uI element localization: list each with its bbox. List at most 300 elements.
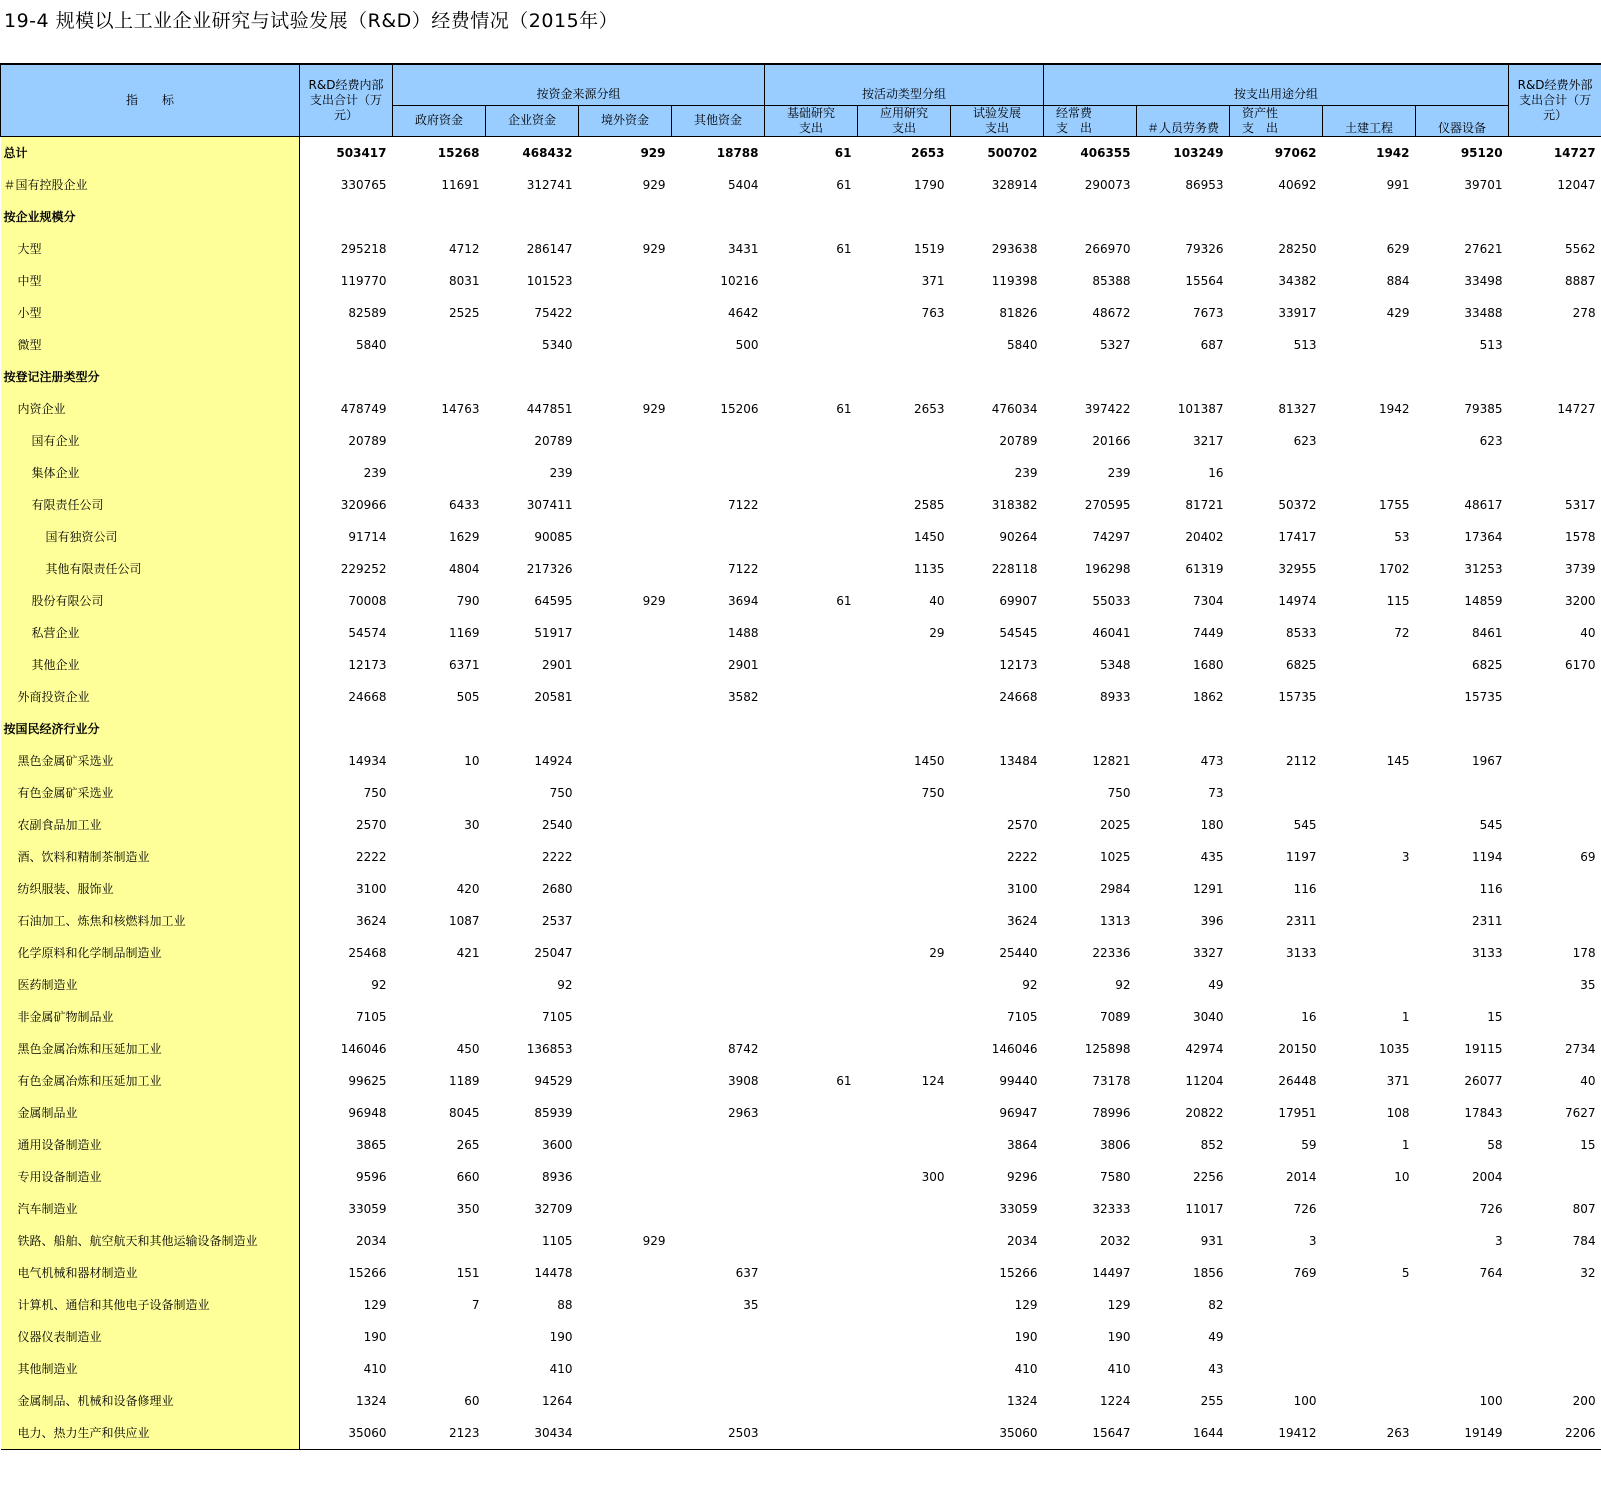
table-cell	[1323, 777, 1416, 809]
table-cell: 22336	[1092, 945, 1131, 960]
table-cell: 32709	[534, 1201, 573, 1216]
table-cell: 1105	[541, 1233, 573, 1248]
table-cell: 10	[1394, 1169, 1410, 1184]
table-cell: 2653	[911, 145, 945, 160]
table-cell	[300, 713, 393, 745]
table-cell: 46041	[1092, 625, 1131, 640]
header-basic-research: 基础研究支出	[765, 105, 858, 136]
table-cell: 929	[642, 177, 666, 192]
table-cell: 239	[1014, 465, 1038, 480]
table-cell: 90085	[534, 529, 573, 544]
table-cell: 1702	[1378, 561, 1410, 576]
table-cell	[393, 329, 486, 361]
table-cell: 86953	[1185, 177, 1224, 192]
table-cell	[579, 841, 672, 873]
table-cell: 1450	[913, 529, 945, 544]
table-cell	[393, 1001, 486, 1033]
row-label: 国有企业	[1, 425, 300, 457]
table-cell	[579, 649, 672, 681]
table-cell: 5840	[355, 337, 387, 352]
table-cell	[1509, 1289, 1601, 1321]
table-cell: 19412	[1230, 1417, 1323, 1450]
row-label: 私营企业	[1, 617, 300, 649]
table-cell: 200	[1572, 1393, 1596, 1408]
table-cell: 9296	[1006, 1169, 1038, 1184]
table-cell	[858, 457, 951, 489]
table-cell	[393, 1321, 486, 1353]
table-cell: 239	[363, 465, 387, 480]
table-cell	[1323, 1353, 1416, 1385]
table-cell: 330765	[340, 177, 387, 192]
table-cell: 7105	[355, 1009, 387, 1024]
table-cell: 1680	[1192, 657, 1224, 672]
table-cell	[765, 329, 858, 361]
table-cell	[765, 841, 858, 873]
table-cell: 15564	[1185, 273, 1224, 288]
table-cell: 20150	[1278, 1041, 1317, 1056]
table-cell	[1044, 201, 1137, 233]
table-cell: 119770	[340, 273, 387, 288]
table-cell	[1230, 969, 1323, 1001]
table-cell	[1323, 681, 1416, 713]
table-cell: 18788	[716, 145, 759, 160]
table-cell: 5840	[1006, 337, 1038, 352]
table-cell: 2901	[727, 657, 759, 672]
table-cell: 2680	[541, 881, 573, 896]
table-cell: 8933	[1099, 689, 1131, 704]
table-cell	[858, 361, 951, 393]
table-cell: 17364	[1464, 529, 1503, 544]
table-cell	[1416, 777, 1509, 809]
table-cell: 14727	[1557, 401, 1596, 416]
table-cell: 58	[1487, 1137, 1503, 1152]
table-cell: 14934	[348, 753, 387, 768]
table-cell: 43	[1208, 1361, 1224, 1376]
table-cell	[765, 1193, 858, 1225]
table-cell: 11204	[1185, 1073, 1224, 1088]
table-cell: 7105	[541, 1009, 573, 1024]
table-cell: 27621	[1464, 241, 1503, 256]
table-row	[1, 713, 1601, 745]
table-cell: 190	[363, 1329, 387, 1344]
table-cell: 78996	[1092, 1105, 1131, 1120]
table-cell	[579, 425, 672, 457]
table-cell	[765, 489, 858, 521]
table-cell: 190	[1107, 1329, 1131, 1344]
table-cell: 7	[471, 1297, 480, 1312]
table-cell: 505	[456, 689, 480, 704]
table-row	[1, 1193, 1601, 1225]
table-cell: 8887	[1565, 273, 1596, 288]
header-blank-source	[393, 64, 765, 85]
table-cell: 1	[1401, 1009, 1410, 1024]
table-cell: 97062	[1274, 145, 1317, 160]
table-cell	[1509, 713, 1601, 745]
table-cell	[300, 201, 393, 233]
header-experimental-dev: 试验发展支出	[951, 105, 1044, 136]
table-cell: 15647	[1044, 1417, 1137, 1450]
table-cell: 468432	[522, 145, 573, 160]
table-cell: 20581	[534, 689, 573, 704]
table-cell	[1416, 713, 1509, 745]
table-cell: 61	[836, 1073, 852, 1088]
table-cell: 293638	[991, 241, 1038, 256]
header-rd-internal: R&D经费内部支出合计（万元）	[300, 64, 393, 136]
table-cell: 190	[1014, 1329, 1038, 1344]
table-cell: 7122	[727, 497, 759, 512]
table-cell: 513	[1479, 337, 1503, 352]
header-foreign-funds: 境外资金	[579, 105, 672, 136]
table-cell: 750	[363, 785, 387, 800]
table-cell: 7627	[1565, 1105, 1596, 1120]
table-cell: 750	[1107, 785, 1131, 800]
table-cell	[1230, 1321, 1323, 1353]
table-cell	[393, 361, 486, 393]
table-cell	[579, 777, 672, 809]
table-cell: 88	[557, 1297, 573, 1312]
table-cell: 278	[1572, 305, 1596, 320]
table-cell	[579, 1417, 672, 1450]
table-cell: 397422	[1084, 401, 1131, 416]
table-row	[1, 1417, 1601, 1450]
table-cell: 7673	[1192, 305, 1224, 320]
table-cell	[579, 905, 672, 937]
table-cell: 2570	[355, 817, 387, 832]
table-cell: 81327	[1278, 401, 1317, 416]
table-cell: 119398	[991, 273, 1038, 288]
table-cell	[1416, 1353, 1509, 1385]
row-label: 按国民经济行业分	[1, 713, 300, 745]
table-cell: 16	[1301, 1009, 1317, 1024]
table-cell	[1137, 361, 1230, 393]
table-cell	[765, 201, 858, 233]
table-cell	[672, 1385, 765, 1417]
table-cell	[486, 201, 579, 233]
table-cell: 1035	[1378, 1041, 1410, 1056]
rd-expenditure-table	[0, 63, 1601, 1450]
table-cell: 513	[1293, 337, 1317, 352]
table-cell: 623	[1293, 433, 1317, 448]
table-cell	[579, 1257, 672, 1289]
table-cell: 6170	[1565, 657, 1596, 672]
table-cell: 687	[1200, 337, 1224, 352]
table-cell: 55033	[1092, 593, 1131, 608]
table-row	[1, 1161, 1601, 1193]
table-cell	[765, 1321, 858, 1353]
table-cell: 19149	[1416, 1417, 1509, 1450]
table-row	[1, 873, 1601, 905]
table-cell	[1323, 329, 1416, 361]
table-cell: 429	[1386, 305, 1410, 320]
table-cell: 115	[1386, 593, 1410, 608]
table-cell: 1025	[1099, 849, 1131, 864]
table-cell	[672, 425, 765, 457]
table-cell: 85939	[534, 1105, 573, 1120]
table-cell: 20166	[1092, 433, 1131, 448]
table-cell: 49	[1208, 977, 1224, 992]
table-cell	[672, 1129, 765, 1161]
table-cell: 929	[642, 1233, 666, 1248]
table-cell: 7122	[727, 561, 759, 576]
table-cell	[1323, 1193, 1416, 1225]
table-cell: 1189	[448, 1073, 480, 1088]
table-cell: 1	[1401, 1137, 1410, 1152]
table-cell	[1509, 777, 1601, 809]
table-cell	[393, 201, 486, 233]
table-cell: 101523	[526, 273, 573, 288]
table-cell: 81721	[1185, 497, 1224, 512]
table-cell: 2570	[1006, 817, 1038, 832]
table-cell: 15	[1487, 1009, 1503, 1024]
table-cell: 35	[743, 1297, 759, 1312]
table-cell: 500	[735, 337, 759, 352]
table-cell	[1416, 1289, 1509, 1321]
table-cell	[1323, 201, 1416, 233]
table-cell: 852	[1200, 1137, 1224, 1152]
table-row	[1, 1353, 1601, 1385]
table-cell: 31253	[1464, 561, 1503, 576]
table-cell	[579, 1065, 672, 1097]
table-row	[1, 617, 1601, 649]
table-cell: 5340	[541, 337, 573, 352]
table-cell: 1644	[1137, 1417, 1230, 1450]
table-cell: 545	[1293, 817, 1317, 832]
table-cell: 8533	[1285, 625, 1317, 640]
table-row	[1, 1097, 1601, 1129]
table-cell: 3133	[1472, 945, 1503, 960]
table-body	[1, 136, 1601, 1449]
table-row	[1, 233, 1601, 265]
table-cell	[1323, 937, 1416, 969]
table-cell: 3865	[355, 1137, 387, 1152]
table-cell: 24668	[348, 689, 387, 704]
table-cell: 34382	[1278, 273, 1317, 288]
table-cell: 53	[1394, 529, 1410, 544]
table-cell: 69	[1580, 849, 1596, 864]
header-group-use: 按支出用途分组	[1044, 85, 1509, 105]
table-cell	[1230, 1289, 1323, 1321]
table-cell: 91714	[348, 529, 387, 544]
table-cell	[579, 1161, 672, 1193]
table-cell: 40	[1580, 625, 1596, 640]
table-cell: 7089	[1099, 1009, 1131, 1024]
table-cell	[393, 841, 486, 873]
table-cell: 5327	[1099, 337, 1131, 352]
table-cell: 5	[1401, 1265, 1410, 1280]
table-cell	[1509, 681, 1601, 713]
table-cell: 2004	[1472, 1169, 1503, 1184]
table-cell: 447851	[526, 401, 573, 416]
table-cell: 17951	[1278, 1105, 1317, 1120]
row-label: 电气机械和器材制造业	[1, 1257, 300, 1289]
table-cell: 266970	[1084, 241, 1131, 256]
table-cell	[858, 969, 951, 1001]
table-cell	[858, 1353, 951, 1385]
table-cell	[858, 681, 951, 713]
row-label: 按登记注册类型分	[1, 361, 300, 393]
row-label: 有色金属冶炼和压延加工业	[1, 1065, 300, 1097]
table-cell: 64595	[534, 593, 573, 608]
table-cell	[858, 1321, 951, 1353]
table-cell: 228118	[991, 561, 1038, 576]
table-cell	[765, 681, 858, 713]
table-cell	[765, 1097, 858, 1129]
table-cell	[393, 777, 486, 809]
table-cell	[672, 1225, 765, 1257]
table-cell	[579, 361, 672, 393]
table-cell: 3600	[541, 1137, 573, 1152]
table-cell	[579, 1321, 672, 1353]
table-cell	[1230, 457, 1323, 489]
table-cell: 11017	[1185, 1201, 1224, 1216]
table-cell	[1230, 201, 1323, 233]
table-cell: 2256	[1192, 1169, 1224, 1184]
table-cell	[1509, 425, 1601, 457]
row-label: 铁路、船舶、航空航天和其他运输设备制造业	[1, 1225, 300, 1257]
row-label: 金属制品业	[1, 1097, 300, 1129]
table-cell: 26448	[1278, 1073, 1317, 1088]
table-cell	[765, 649, 858, 681]
table-cell: 6825	[1472, 657, 1503, 672]
table-row	[1, 553, 1601, 585]
table-cell	[393, 1225, 486, 1257]
table-row	[1, 1257, 1601, 1289]
table-cell: 270595	[1084, 497, 1131, 512]
table-cell	[765, 1417, 858, 1450]
header-applied-research: 应用研究支出	[858, 105, 951, 136]
table-cell: 15266	[348, 1265, 387, 1280]
table-cell: 14974	[1278, 593, 1317, 608]
header-indicator: 指 标	[1, 64, 300, 136]
table-cell	[1230, 1353, 1323, 1385]
table-cell: 5404	[727, 177, 759, 192]
table-cell: 421	[456, 945, 480, 960]
table-cell	[1509, 1353, 1601, 1385]
table-cell: 14763	[441, 401, 480, 416]
table-cell	[951, 713, 1044, 745]
table-cell: 8031	[448, 273, 480, 288]
table-cell: 136853	[526, 1041, 573, 1056]
table-row	[1, 489, 1601, 521]
table-cell	[579, 1385, 672, 1417]
table-cell: 7580	[1099, 1169, 1131, 1184]
table-cell: 10216	[720, 273, 759, 288]
table-cell: 300	[921, 1169, 945, 1184]
table-cell	[579, 873, 672, 905]
row-label: ＃国有控股企业	[1, 169, 300, 201]
table-cell: 54574	[348, 625, 387, 640]
header-group-activity: 按活动类型分组	[765, 85, 1044, 105]
table-cell	[579, 1193, 672, 1225]
table-cell	[672, 937, 765, 969]
table-cell: 61	[836, 401, 852, 416]
table-cell	[393, 713, 486, 745]
table-cell	[765, 265, 858, 297]
table-cell: 435	[1200, 849, 1224, 864]
table-cell: 95120	[1460, 145, 1503, 160]
table-cell	[1323, 873, 1416, 905]
table-cell: 14478	[534, 1265, 573, 1280]
table-cell: 61	[836, 177, 852, 192]
table-cell	[1509, 329, 1601, 361]
row-label: 医药制造业	[1, 969, 300, 1001]
table-cell: 410	[1014, 1361, 1038, 1376]
table-cell	[858, 1289, 951, 1321]
table-cell: 8461	[1472, 625, 1503, 640]
table-cell	[765, 457, 858, 489]
table-cell: 3	[1308, 1233, 1317, 1248]
table-cell: 3	[1401, 849, 1410, 864]
table-cell: 1967	[1472, 753, 1503, 768]
table-cell: 20789	[348, 433, 387, 448]
table-cell: 1194	[1472, 849, 1503, 864]
table-cell: 96948	[348, 1105, 387, 1120]
row-label: 大型	[1, 233, 300, 265]
table-cell: 26077	[1464, 1073, 1503, 1088]
table-cell: 99440	[999, 1073, 1038, 1088]
table-cell: 146046	[991, 1041, 1038, 1056]
table-cell: 2585	[913, 497, 945, 512]
table-cell	[1323, 361, 1416, 393]
table-cell: 884	[1386, 273, 1410, 288]
table-cell	[1230, 777, 1323, 809]
table-cell: 1790	[913, 177, 945, 192]
table-cell: 1135	[913, 561, 945, 576]
table-cell: 146046	[340, 1041, 387, 1056]
table-cell: 40	[929, 593, 945, 608]
table-cell	[672, 361, 765, 393]
row-label: 小型	[1, 297, 300, 329]
table-row	[1, 777, 1601, 809]
table-cell	[579, 617, 672, 649]
table-cell	[672, 969, 765, 1001]
table-cell: 1450	[913, 753, 945, 768]
table-cell: 4642	[727, 305, 759, 320]
table-cell: 290073	[1084, 177, 1131, 192]
table-cell	[765, 1385, 858, 1417]
table-cell: 5348	[1099, 657, 1131, 672]
table-cell	[579, 457, 672, 489]
table-cell: 318382	[991, 497, 1038, 512]
table-header	[1, 64, 1601, 136]
table-cell: 30	[464, 817, 480, 832]
table-cell: 2984	[1099, 881, 1131, 896]
table-cell	[765, 1033, 858, 1065]
table-cell: 61319	[1185, 561, 1224, 576]
table-cell: 307411	[526, 497, 573, 512]
table-cell: 3864	[1006, 1137, 1038, 1152]
table-cell: 2311	[1285, 913, 1317, 928]
table-cell	[579, 1001, 672, 1033]
table-cell: 92	[371, 977, 387, 992]
table-cell: 50372	[1278, 497, 1317, 512]
table-row	[1, 136, 1601, 169]
table-cell: 61	[836, 241, 852, 256]
row-label: 农副食品加工业	[1, 809, 300, 841]
row-label: 国有独资公司	[1, 521, 300, 553]
row-label: 其他制造业	[1, 1353, 300, 1385]
row-label: 有色金属矿采选业	[1, 777, 300, 809]
table-cell: 10	[464, 753, 480, 768]
table-cell: 371	[1386, 1073, 1410, 1088]
row-label: 化学原料和化学制品制造业	[1, 937, 300, 969]
table-cell	[579, 713, 672, 745]
table-cell: 450	[456, 1041, 480, 1056]
table-cell: 1169	[448, 625, 480, 640]
table-row	[1, 329, 1601, 361]
table-cell: 92	[1115, 977, 1131, 992]
table-row	[1, 169, 1601, 201]
